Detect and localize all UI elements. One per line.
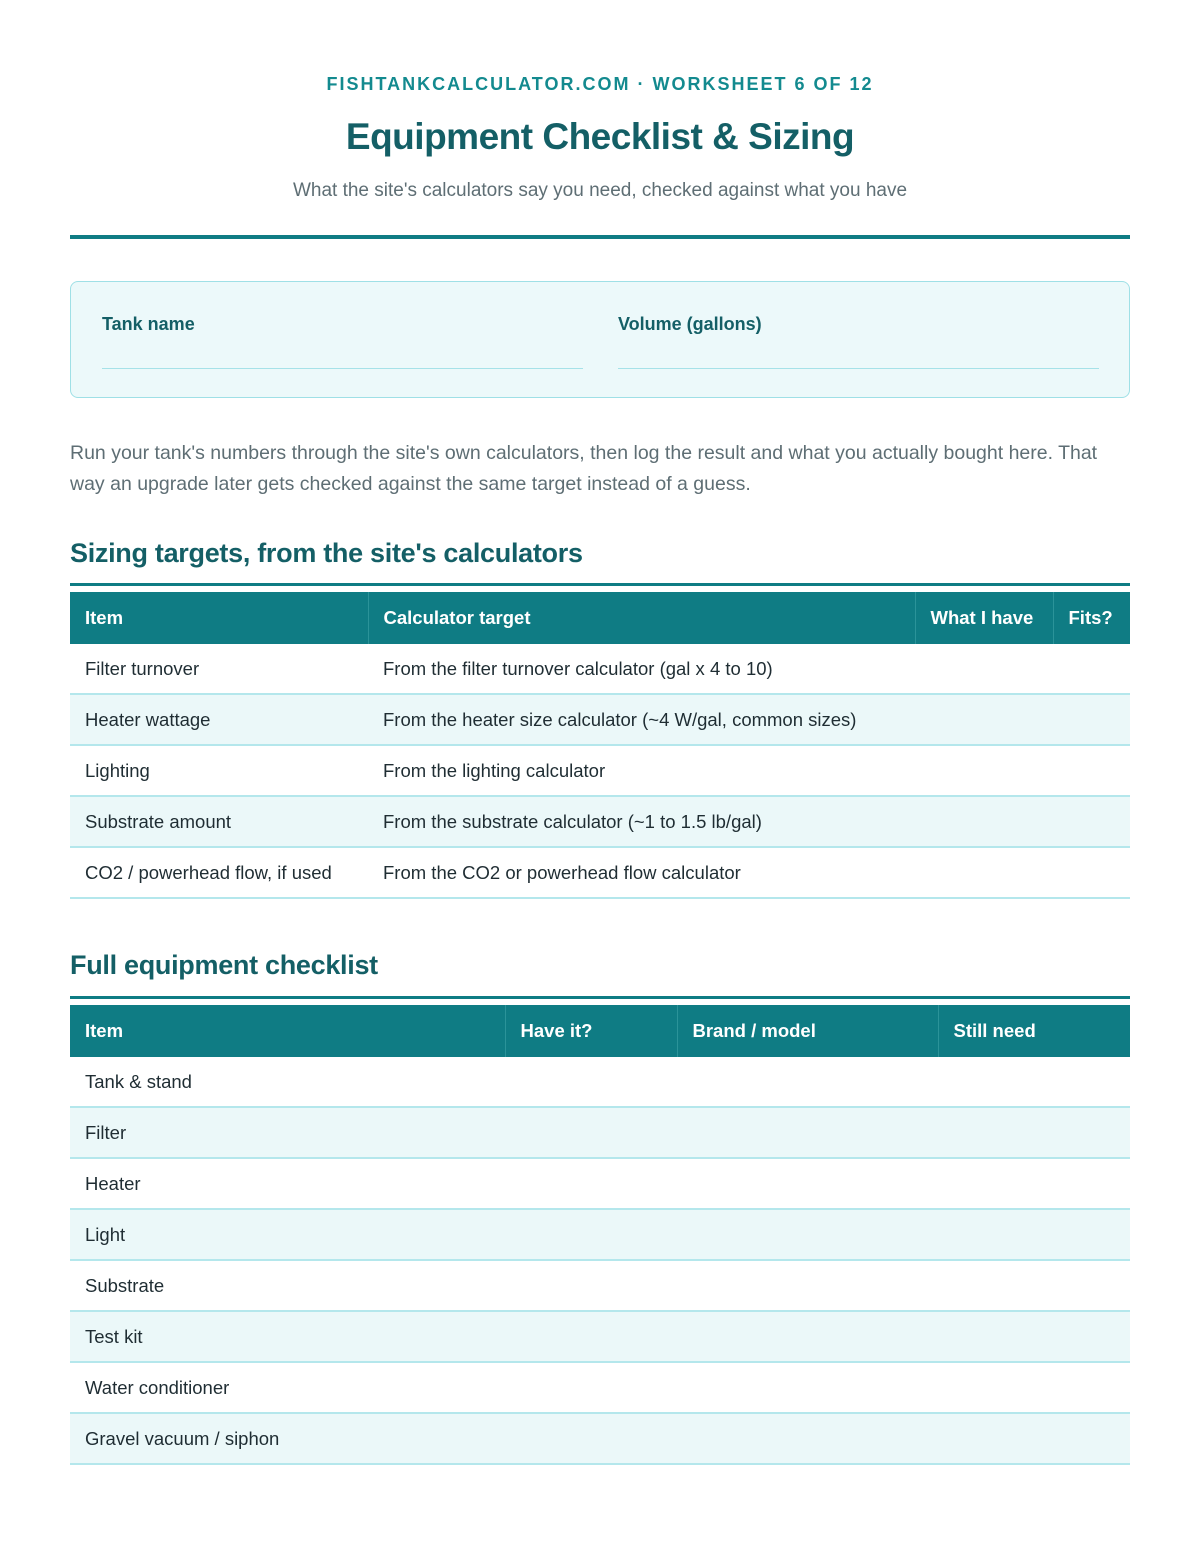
- still-need-cell[interactable]: [938, 1413, 1130, 1464]
- checklist-item-cell: Filter: [70, 1107, 505, 1158]
- fits-cell[interactable]: [1053, 745, 1130, 796]
- sizing-header-fits: Fits?: [1053, 592, 1130, 644]
- fits-cell[interactable]: [1053, 694, 1130, 745]
- sizing-table: [70, 592, 1130, 899]
- sizing-section-title: Sizing targets, from the site's calculators: [70, 538, 583, 568]
- page-title: Equipment Checklist & Sizing: [345, 116, 855, 157]
- checklist-header-row: [70, 1005, 1130, 1057]
- table-row: [70, 1311, 1130, 1362]
- tank-name-label: Tank name: [102, 314, 195, 334]
- volume-label: Volume (gallons): [618, 314, 762, 334]
- fits-cell[interactable]: [1053, 847, 1130, 898]
- what-i-have-cell[interactable]: [915, 644, 1053, 694]
- worksheet-kicker: FISHTANKCALCULATOR.COM · WORKSHEET 6 OF 12: [326, 74, 874, 94]
- header-divider: [70, 235, 1130, 239]
- tank-name-line[interactable]: [102, 368, 583, 369]
- sizing-item-cell: Substrate amount: [70, 796, 368, 847]
- checklist-item-cell: Tank & stand: [70, 1057, 505, 1107]
- checklist-section-title: Full equipment checklist: [70, 950, 378, 980]
- fits-cell[interactable]: [1053, 644, 1130, 694]
- have-it-cell[interactable]: [505, 1311, 677, 1362]
- have-it-cell[interactable]: [505, 1107, 677, 1158]
- sizing-target-cell: From the filter turnover calculator (gal x 4 to 10): [368, 644, 915, 694]
- brand-model-cell[interactable]: [677, 1209, 938, 1260]
- table-row: [70, 1158, 1130, 1209]
- checklist-item-cell: Test kit: [70, 1311, 505, 1362]
- sizing-header-item: Item: [70, 592, 368, 644]
- still-need-cell[interactable]: [938, 1107, 1130, 1158]
- brand-model-cell[interactable]: [677, 1362, 938, 1413]
- checklist-header-need: Still need: [938, 1005, 1130, 1057]
- what-i-have-cell[interactable]: [915, 694, 1053, 745]
- checklist-item-cell: Substrate: [70, 1260, 505, 1311]
- checklist-table: [70, 1005, 1130, 1465]
- table-row: [70, 1107, 1130, 1158]
- volume-field[interactable]: [618, 314, 1099, 369]
- table-row: [70, 1057, 1130, 1107]
- have-it-cell[interactable]: [505, 1413, 677, 1464]
- fits-cell[interactable]: [1053, 796, 1130, 847]
- checklist-item-cell: Water conditioner: [70, 1362, 505, 1413]
- brand-model-cell[interactable]: [677, 1260, 938, 1311]
- table-row: [70, 745, 1130, 796]
- page-subtitle: What the site's calculators say you need, checked against what you have: [292, 180, 908, 201]
- still-need-cell[interactable]: [938, 1260, 1130, 1311]
- sizing-item-cell: Filter turnover: [70, 644, 368, 694]
- what-i-have-cell[interactable]: [915, 847, 1053, 898]
- tank-name-field[interactable]: [102, 314, 583, 369]
- have-it-cell[interactable]: [505, 1057, 677, 1107]
- checklist-item-cell: Heater: [70, 1158, 505, 1209]
- what-i-have-cell[interactable]: [915, 745, 1053, 796]
- table-row: [70, 847, 1130, 898]
- brand-model-cell[interactable]: [677, 1413, 938, 1464]
- checklist-section-divider: [70, 996, 1130, 999]
- table-row: [70, 1260, 1130, 1311]
- checklist-header-have: Have it?: [505, 1005, 677, 1057]
- have-it-cell[interactable]: [505, 1362, 677, 1413]
- table-row: [70, 1362, 1130, 1413]
- checklist-header-item: Item: [70, 1005, 505, 1057]
- still-need-cell[interactable]: [938, 1158, 1130, 1209]
- sizing-section-divider: [70, 583, 1130, 586]
- intro-paragraph: Run your tank's numbers through the site's own calculators, then log the result and what you actually bought here. That way an upgrade later gets checked against the same target instead of a guess.: [70, 442, 1098, 495]
- brand-model-cell[interactable]: [677, 1158, 938, 1209]
- table-row: [70, 796, 1130, 847]
- sizing-target-cell: From the substrate calculator (~1 to 1.5 lb/gal): [368, 796, 915, 847]
- sizing-item-cell: Heater wattage: [70, 694, 368, 745]
- what-i-have-cell[interactable]: [915, 796, 1053, 847]
- sizing-target-cell: From the CO2 or powerhead flow calculator: [368, 847, 915, 898]
- sizing-target-cell: From the heater size calculator (~4 W/gal, common sizes): [368, 694, 915, 745]
- still-need-cell[interactable]: [938, 1057, 1130, 1107]
- sizing-header-have: What I have: [915, 592, 1053, 644]
- have-it-cell[interactable]: [505, 1260, 677, 1311]
- checklist-item-cell: Gravel vacuum / siphon: [70, 1413, 505, 1464]
- have-it-cell[interactable]: [505, 1158, 677, 1209]
- still-need-cell[interactable]: [938, 1311, 1130, 1362]
- table-row: [70, 1209, 1130, 1260]
- volume-line[interactable]: [618, 368, 1099, 369]
- tank-info-box: [70, 281, 1130, 398]
- sizing-header-target: Calculator target: [368, 592, 915, 644]
- have-it-cell[interactable]: [505, 1209, 677, 1260]
- table-row: [70, 1413, 1130, 1464]
- table-row: [70, 694, 1130, 745]
- sizing-header-row: [70, 592, 1130, 644]
- still-need-cell[interactable]: [938, 1209, 1130, 1260]
- table-row: [70, 644, 1130, 694]
- sizing-target-cell: From the lighting calculator: [368, 745, 915, 796]
- checklist-item-cell: Light: [70, 1209, 505, 1260]
- sizing-item-cell: Lighting: [70, 745, 368, 796]
- brand-model-cell[interactable]: [677, 1311, 938, 1362]
- sizing-item-cell: CO2 / powerhead flow, if used: [70, 847, 368, 898]
- brand-model-cell[interactable]: [677, 1057, 938, 1107]
- checklist-header-brand: Brand / model: [677, 1005, 938, 1057]
- brand-model-cell[interactable]: [677, 1107, 938, 1158]
- still-need-cell[interactable]: [938, 1362, 1130, 1413]
